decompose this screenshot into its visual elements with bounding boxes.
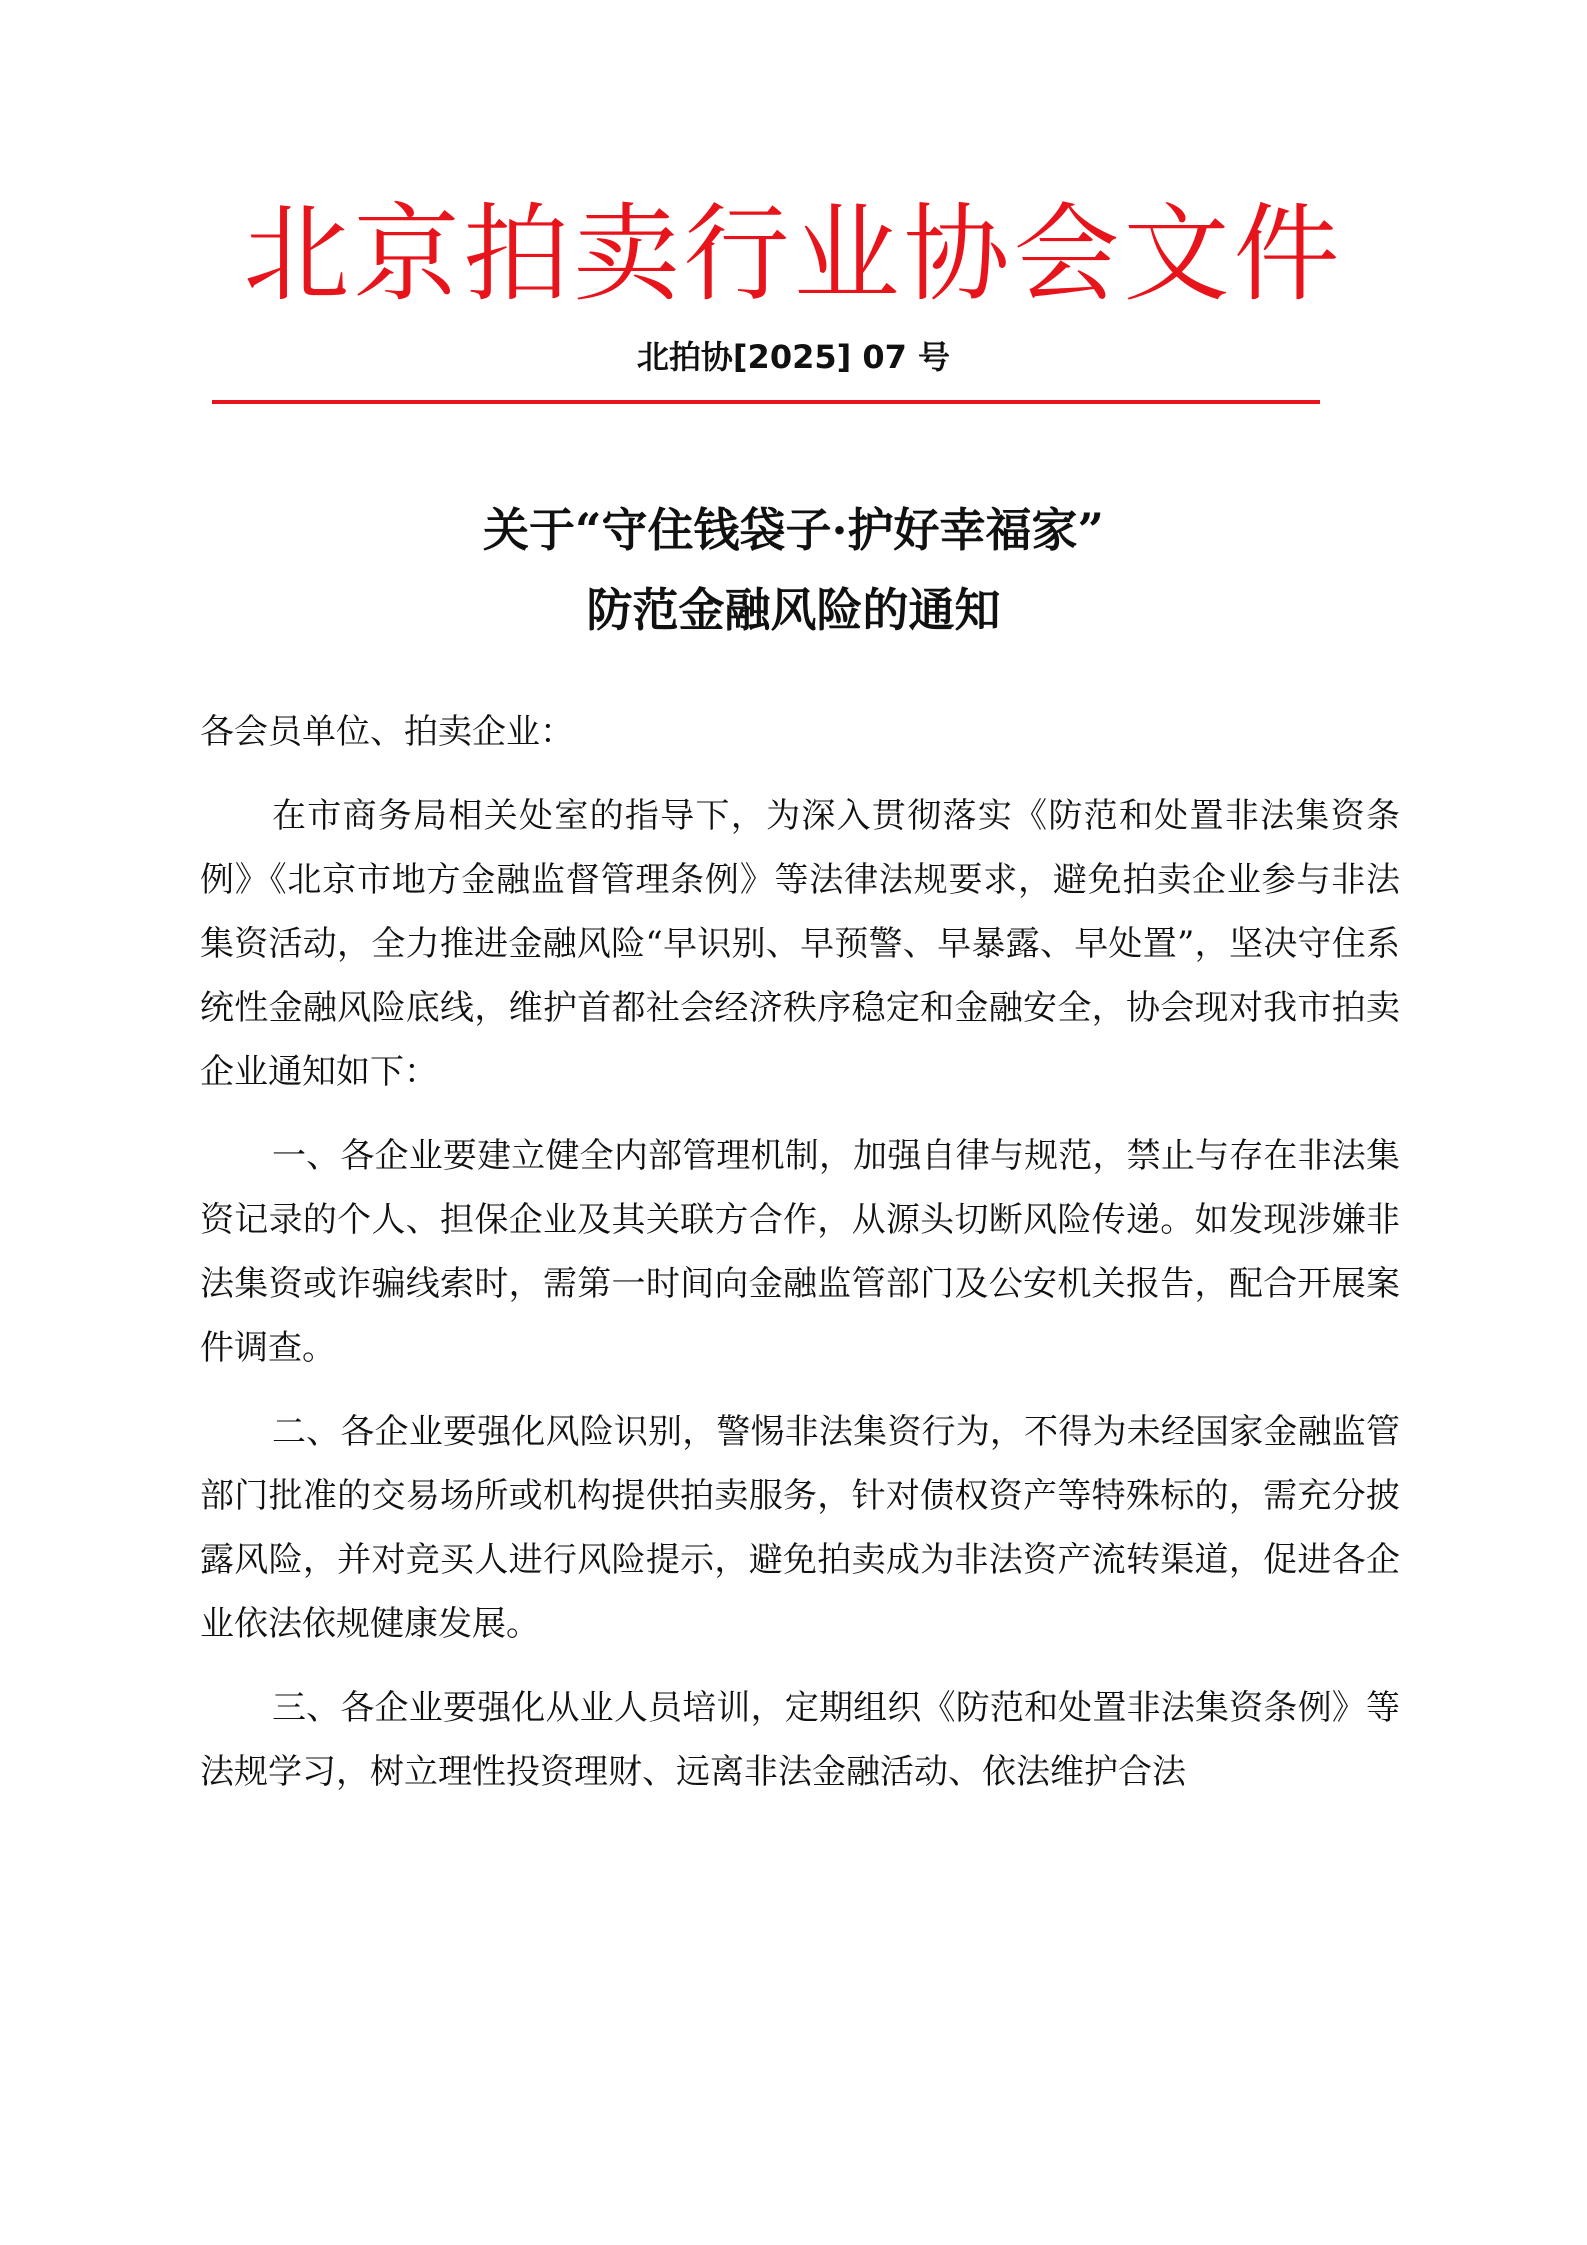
red-separator-line — [212, 400, 1320, 404]
body-paragraph-item-3: 三、各企业要强化从业人员培训，定期组织《防范和处置非法集资条例》等法规学习，树立理性投资理财、远离非法金融活动、依法维护合法 — [200, 1688, 1400, 1792]
notice-title-line-1: 关于“守住钱袋子·护好幸福家” — [483, 503, 1104, 557]
organization-header-title: 北京拍卖行业协会文件 — [243, 193, 1344, 316]
notice-title-line-2: 防范金融风险的通知 — [586, 583, 1001, 637]
salutation: 各会员单位、拍卖企业： — [200, 712, 574, 752]
notice-body — [200, 700, 1400, 1824]
body-paragraph-item-2: 二、各企业要强化风险识别，警惕非法集资行为，不得为未经国家金融监管部门批准的交易场所或机构提供拍卖服务，针对债权资产等特殊标的，需充分披露风险，并对竞买人进行风险提示，避免拍卖成为非法资产流转渠道，促进各企业依法依规健康发展。 — [200, 1412, 1400, 1644]
body-paragraph-intro: 在市商务局相关处室的指导下，为深入贯彻落实《防范和处置非法集资条例》《北京市地方金融监督管理条例》等法律法规要求，避免拍卖企业参与非法集资活动，全力推进金融风险“早识别、早预警、早暴露、早处置”，坚决守住系统性金融风险底线，维护首都社会经济秩序稳定和金融安全，协会现对我市拍卖企业通知如下： — [200, 796, 1400, 1092]
notice-title — [0, 490, 1587, 650]
body-paragraph-item-1: 一、各企业要建立健全内部管理机制，加强自律与规范，禁止与存在非法集资记录的个人、担保企业及其关联方合作，从源头切断风险传递。如发现涉嫌非法集资或诈骗线索时，需第一时间向金融监管部门及公安机关报告，配合开展案件调查。 — [200, 1136, 1400, 1368]
document-number: 北拍协[2025] 07 号 — [636, 338, 951, 376]
